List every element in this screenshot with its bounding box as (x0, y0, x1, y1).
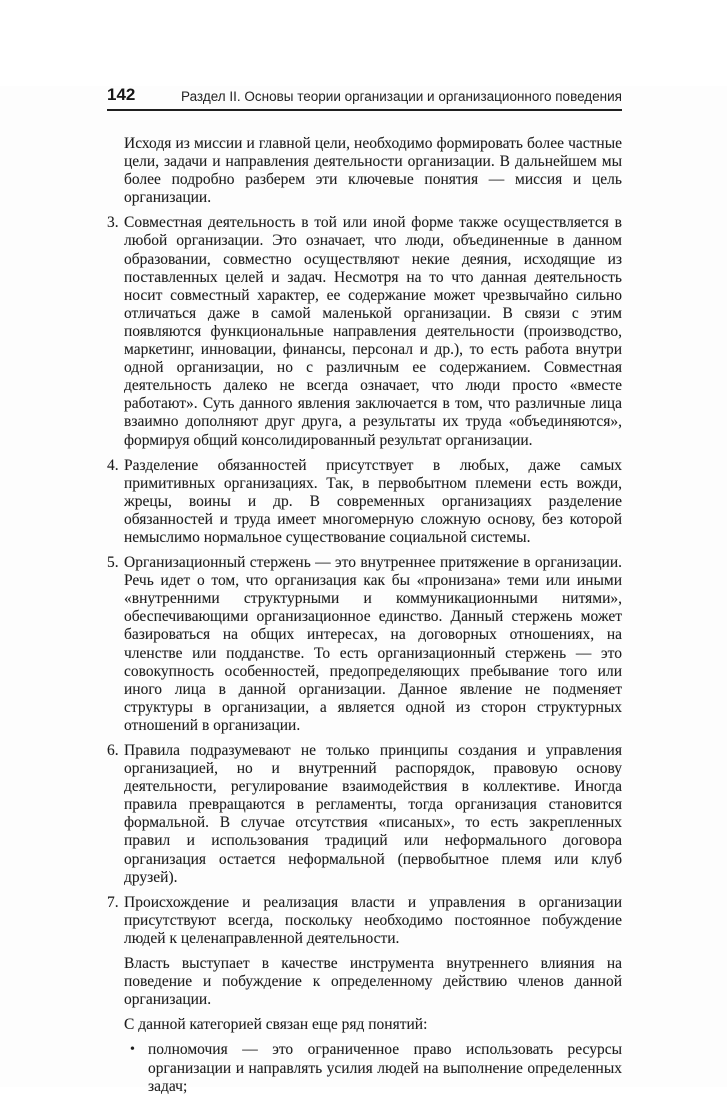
numbered-item-7 (107, 894, 622, 948)
item-text: Организационный стержень — это внутреннее притяжение в организации. Речь идет о том, что организация как бы «пронизана» теми или иными «внутренними структурными и коммуникационными нитями», обеспечивающими организационное единство. Данный стержень может базироваться на общих интересах, на договорных отношениях, на членстве или подданстве. То есть организационный стержень — это совокупность особенностей, предопределяющих пребывание того или иного лица в данной организации. Данное явление не подменяет структуры в организации, а является одной из сторон структурных отношений в организации. (124, 554, 622, 734)
item-text: Разделение обязанностей присутствует в любых, даже самых примитивных организациях. Так, в первобытном племени есть вожди, жрецы, воины и др. В современных организациях разделение обязанностей и труда имеет многомерную сложную основу, без которой немыслимо нормальное существование социальной системы. (124, 456, 622, 546)
page-number: 142 (107, 85, 136, 104)
page-body (107, 135, 622, 1096)
bullet-item-authority (130, 1041, 622, 1095)
numbered-item-5 (107, 554, 622, 735)
item-number: 7. (107, 893, 119, 911)
item-text: Совместная деятельность в той или иной форме также осуществляется в любой организации. Это означает, что люди, объединенные в данном образовании, совместно осуществляют некие деяния, исходящие из поставленных целей и задач. Несмотря на то что данная деятельность носит совместный характер, ее содержание может чрезвычайно сильно отличаться даже в самой маленькой организации. В связи с этим появляются функциональные направления деятельности (производство, маркетинг, инновации, финансы, персонал и др.), то есть работа внутри одной организации, но с различным ее содержанием. Совместная деятельность далеко не всегда означает, что люди просто «вместе работают». Суть данного явления заключается в том, что различные лица взаимно дополняют друг друга, а результаты их труда «объединяются», формируя общий консолидированный результат организации. (124, 214, 622, 449)
item-number: 4. (107, 456, 119, 474)
paragraph-power: Власть выступает в качестве инструмента внутреннего влияния на поведение и побуждение к определенному действию членов данной организации. (124, 955, 622, 1009)
section-title: Раздел II. Основы теории организации и организационного поведения (181, 88, 622, 104)
bullet-marker-icon: • (130, 1042, 135, 1058)
item-number: 3. (107, 214, 119, 232)
bullet-text: полномочия — это ограниченное право использовать ресурсы организации и направлять усилия людей на выполнение определенных задач; (148, 1041, 622, 1095)
page-header (107, 86, 622, 111)
intro-paragraph: Исходя из миссии и главной цели, необходимо формировать более частные цели, задачи и направления деятельности организации. В дальнейшем мы более подробно разберем эти ключевые понятия — миссия и цель организации. (124, 135, 622, 207)
paragraph-related-concepts: С данной категорией связан еще ряд понятий: (124, 1016, 428, 1034)
book-page (0, 85, 727, 1095)
item-number: 6. (107, 742, 119, 759)
numbered-item-4 (107, 457, 622, 547)
item-text: Происхождение и реализация власти и управления в организации присутствуют всегда, поскольку необходимо постоянное побуждение людей к целенаправленной деятельности. (124, 893, 622, 947)
numbered-item-6 (107, 742, 622, 887)
item-text: Правила подразумевают не только принципы создания и управления организацией, но и внутренний распорядок, правовую основу деятельности, регулирование взаимодействия в коллективе. Иногда правила превращаются в регламенты, тогда организация становится формальной. В случае отсутствия «писаных», то есть закрепленных правил и использования традиций или неформального договора организация остается неформальной (первобытное племя или клуб друзей). (124, 742, 622, 886)
numbered-item-3 (107, 214, 622, 449)
item-number: 5. (107, 554, 119, 572)
